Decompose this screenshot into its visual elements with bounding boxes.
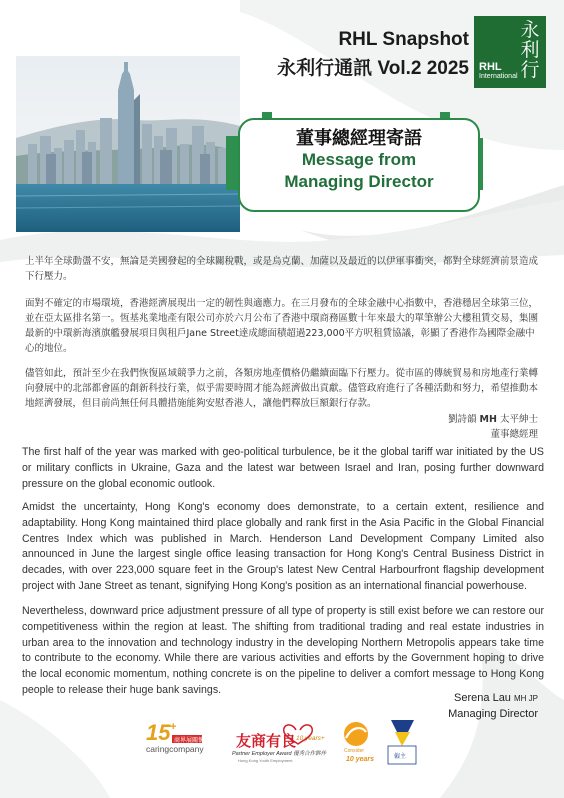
chinese-signature-title: 太平紳士 — [499, 414, 538, 425]
english-signature — [454, 690, 538, 707]
caring-company-logo — [146, 720, 204, 754]
chinese-signature-honours: MH — [479, 414, 497, 425]
caring-company-label: 商界展關懷 — [174, 737, 205, 744]
ecq-years: 10 years — [346, 756, 375, 763]
rhl-logo — [474, 16, 546, 88]
newsletter-subtitle: 永利行通訊 Vol.2 2025 — [277, 58, 469, 79]
award-logos-strip — [146, 716, 418, 772]
employer-badge-label: 僱主 — [394, 753, 407, 760]
employer-badge-logo — [388, 720, 416, 764]
chinese-signature — [448, 412, 538, 427]
english-paragraph-1: The first half of the year was marked with geo-political turbulence, be it the global tariff war initiated by the US or military conflicts in Ukraine, Gaza and the latest war between Israel and Iran, posing further downward pressure on the global economic outlook. — [22, 446, 544, 490]
english-signature-role: Managing Director — [448, 708, 538, 720]
partner-award-chinese: 友商有良 — [236, 732, 297, 750]
partner-award-years: 10 years+ — [296, 735, 325, 742]
partner-award-english: Partner Employer Award 優秀合作夥伴 — [232, 751, 327, 757]
logo-name: RHL — [479, 61, 502, 73]
message-title-box — [238, 118, 480, 212]
caring-company-years: 15 — [146, 720, 171, 745]
chinese-signature-name: 劉詩韻 — [448, 414, 477, 425]
chinese-paragraph-3: 儘管如此，預計至少在我們恢復區域競爭力之前，各類房地產價格仍繼續面臨下行壓力。從市區的傳統貿易和房地產行業轉向發展中的北部都會區的創新科技行業，似乎需要時間才能為經濟做出貢獻。儘管政府進行了各種活動和努力，希望推動本地經濟發展，但目前尚無任何具體措施能夠安慰香港人，讓他們釋放巨額銀行存款。 — [25, 368, 539, 409]
svg-text:+: + — [170, 721, 177, 733]
english-paragraph-3: Nevertheless, downward price adjustment pressure of all type of property is still exist before we can restore our competitiveness within the region at least. The shifting from traditional trading and real estate industries in urban area to the innovation and technology industry in the developing Northern Metropolis appears take time to contribute to the economy. While there are various activities and efforts by the Government hoping to drive the local economic momentum, nothing concrete is on the pipeline to deliver a comfort message to Hong Kong people to release their huge bank savings. — [22, 605, 544, 696]
logo-subname: International — [479, 73, 518, 80]
message-title-english-line1: Message from — [301, 150, 417, 169]
partner-employer-award-logo — [232, 725, 328, 763]
message-title-chinese: 董事總經理寄語 — [296, 128, 422, 148]
chinese-paragraph-1: 上半年全球動盪不安，無論是美國發起的全球關稅戰，或是烏克蘭、加薩以及最近的以伊軍事衝突，都對全球經濟前景造成下行壓力。 — [25, 256, 539, 282]
logo-chinese-mark: 永利行 — [520, 19, 540, 81]
ecq-label: Consider — [344, 748, 365, 754]
english-paragraph-2: Amidst the uncertainty, Hong Kong's economy does demonstrate, to a certain extent, resilience and adaptability. Hong Kong maintained third place globally and rank first in the Asia Pacific in the Global Financial Centres Index which was published in March. Henderson Land Development Company Limited also announced in June the largest single office leasing transaction for Hong Kong's Central Business District in decades, with over 223,000 square feet in the Group's latest New Central Harbourfront flagship development project with Jane Street as tenant, signifying Hong Kong's position as an international financial powerhouse. — [22, 501, 544, 592]
message-title-english-line2: Managing Director — [284, 172, 434, 191]
caring-company-brand: caringcompany — [146, 744, 204, 754]
chinese-signature-role: 董事總經理 — [490, 429, 538, 440]
ecq-ten-years-logo — [344, 722, 374, 763]
chinese-paragraph-2: 面對不確定的市場環境，香港經濟展現出一定的韌性與適應力。在三月發布的全球金融中心指數中，香港穩居全球第三位，並在亞太區排名第一。恆基兆業地產有限公司亦於六月公布了香港中環商務區數十年來最大的單筆辦公大樓租賃交易，集團最新的中環新海濱旗艦發展項目與租戶Jane Street達成總面積超過223,000平方呎租賃協議，彰顯了香港作為國際金融中心的地位。 — [25, 298, 539, 354]
english-signature-honours: MH JP — [514, 694, 538, 703]
hong-kong-skyline-photo — [16, 56, 240, 232]
partner-award-small: Hong Kong Youth Employment — [238, 758, 293, 763]
english-signature-name: Serena Lau — [454, 692, 511, 704]
newsletter-title: RHL Snapshot — [338, 29, 469, 50]
